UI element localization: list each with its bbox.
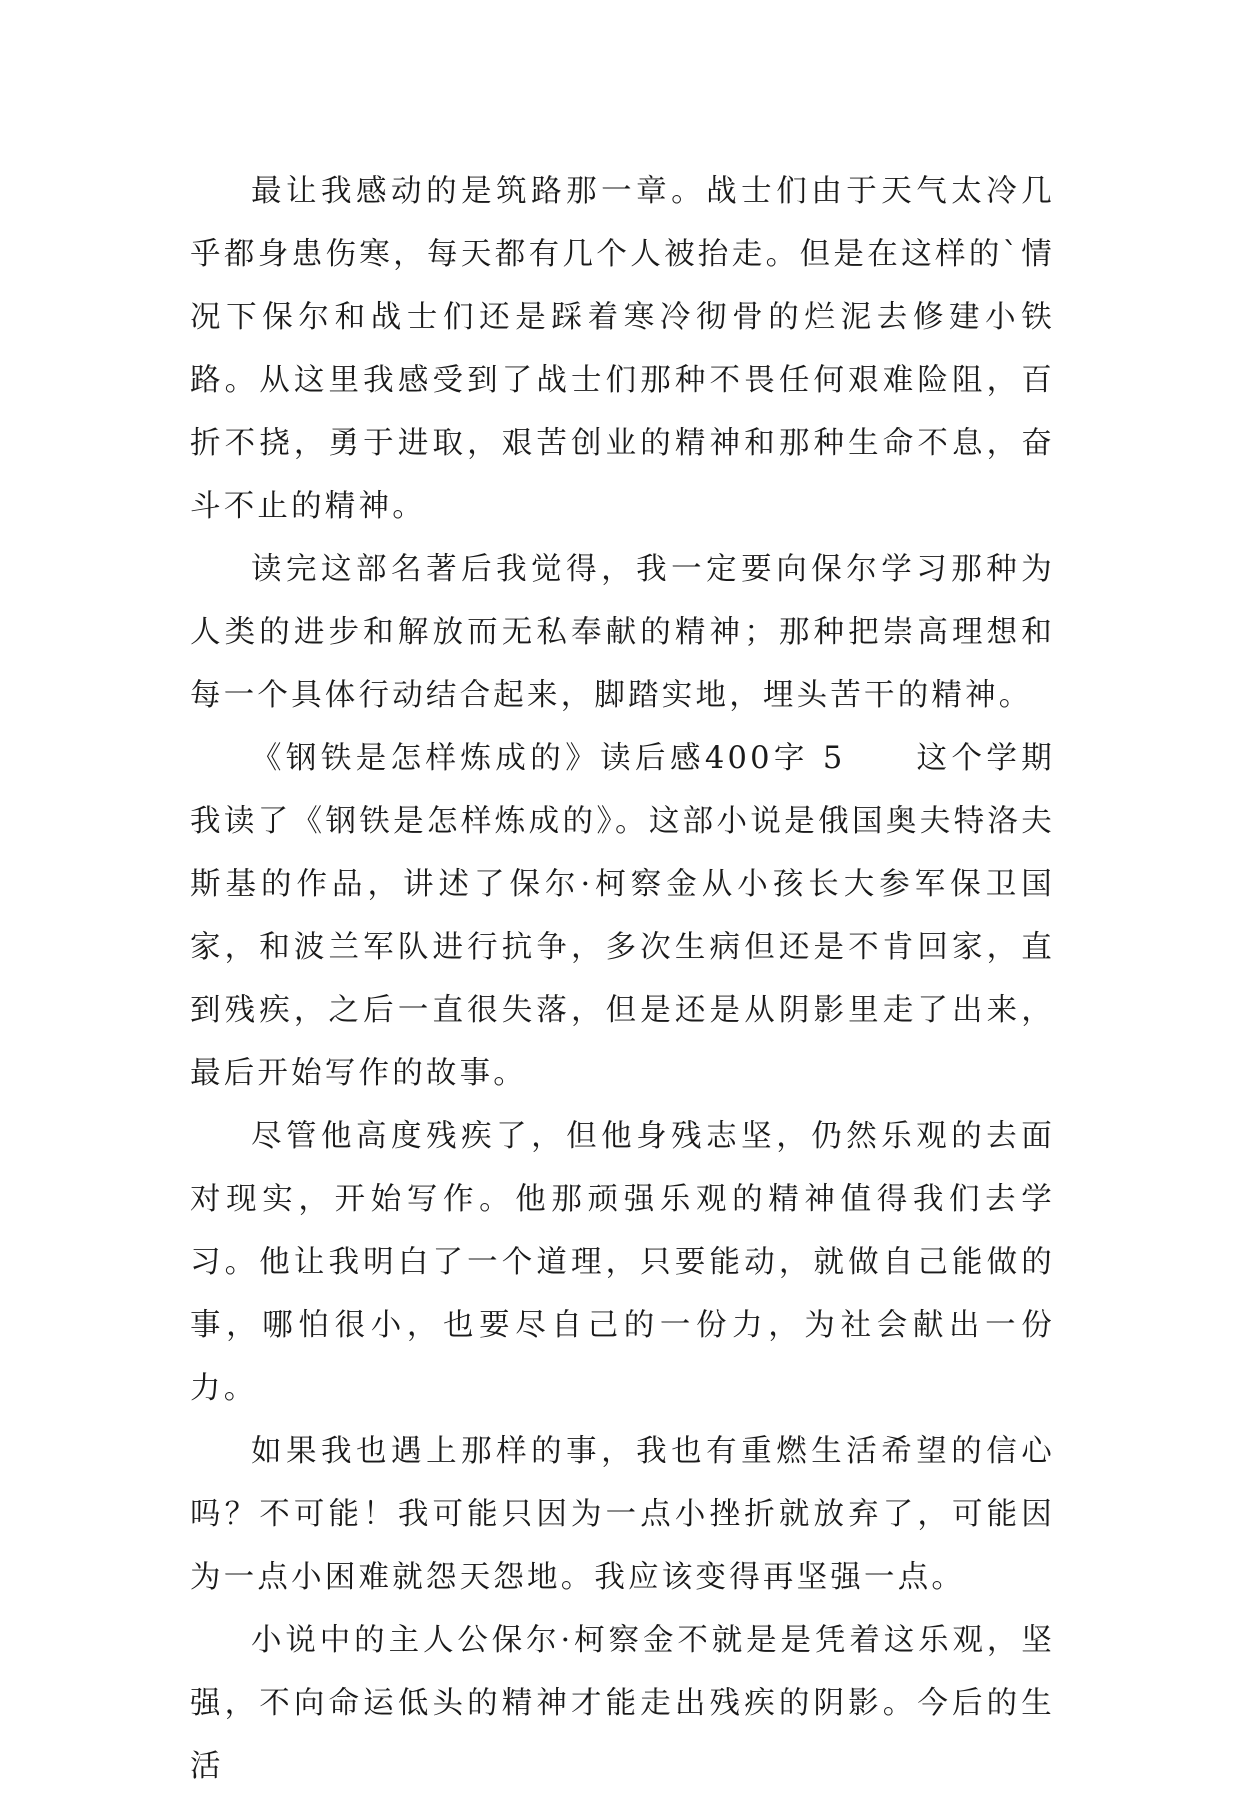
paragraph-1: 最让我感动的是筑路那一章。战士们由于天气太冷几乎都身患伤寒，每天都有几个人被抬走。但是在这样的`情况下保尔和战士们还是踩着寒冷彻骨的烂泥去修建小铁路。从这里我感受到了战士们那种不畏任何艰难险阻，百折不挠，勇于进取，艰苦创业的精神和那种生命不息，奋斗不止的精神。	[190, 174, 1055, 524]
paragraph-4: 尽管他高度残疾了，但他身残志坚，仍然乐观的去面对现实，开始写作。他那顽强乐观的精神值得我们去学习。他让我明白了一个道理，只要能动，就做自己能做的事，哪怕很小，也要尽自己的一份力，为社会献出一份力。	[190, 1119, 1055, 1406]
paragraph-3: 《钢铁是怎样炼成的》读后感400字 5 这个学期我读了《钢铁是怎样炼成的》。这部小说是俄国奥夫特洛夫斯基的作品，讲述了保尔·柯察金从小孩长大参军保卫国家，和波兰军队进行抗争，多次生病但还是不肯回家，直到残疾，之后一直很失落，但是还是从阴影里走了出来，最后开始写作的故事。	[190, 741, 1055, 1091]
document-body	[190, 160, 1055, 1798]
paragraph-5: 如果我也遇上那样的事，我也有重燃生活希望的信心吗？不可能！我可能只因为一点小挫折就放弃了，可能因为一点小困难就怨天怨地。我应该变得再坚强一点。	[190, 1434, 1055, 1595]
paragraph-6: 小说中的主人公保尔·柯察金不就是是凭着这乐观，坚强，不向命运低头的精神才能走出残疾的阴影。今后的生活	[190, 1623, 1055, 1784]
paragraph-2: 读完这部名著后我觉得，我一定要向保尔学习那种为人类的进步和解放而无私奉献的精神；那种把崇高理想和每一个具体行动结合起来，脚踏实地，埋头苦干的精神。	[190, 552, 1055, 713]
